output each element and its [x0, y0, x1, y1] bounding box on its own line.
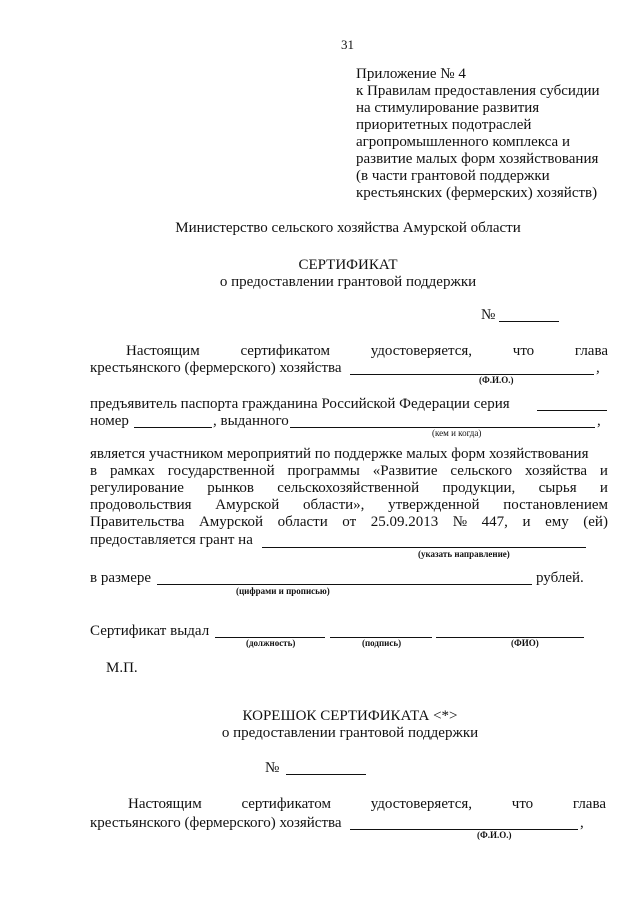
word: государственной — [167, 463, 275, 479]
fio-caption: (Ф.И.О.) — [479, 375, 514, 385]
word: сырья — [538, 480, 577, 496]
word: Правительства — [90, 514, 185, 530]
appendix-line: приоритетных подотраслей — [356, 117, 532, 133]
word: сертификатом — [240, 343, 330, 359]
stub-number-field[interactable] — [286, 774, 366, 775]
word: программы — [287, 463, 360, 479]
amount-label: в размере — [90, 570, 152, 586]
word: рамках — [109, 463, 155, 479]
amount-field[interactable] — [157, 584, 532, 585]
government-line — [90, 514, 608, 531]
word: области — [277, 514, 328, 530]
stub-farm-head-label: крестьянского (фермерского) хозяйства — [90, 815, 342, 831]
direction-caption: (указать направление) — [418, 549, 510, 559]
word: Настоящим — [126, 343, 200, 359]
word: сельскохозяйственной — [277, 480, 420, 496]
stub-subtitle: о предоставлении грантовой поддержки — [221, 725, 479, 741]
word: что — [512, 343, 535, 359]
appendix-line: крестьянских (фермерских) хозяйств) — [356, 185, 598, 201]
word: сельского — [450, 463, 513, 479]
issuer-fio-field[interactable] — [436, 637, 584, 638]
word: глава — [572, 796, 606, 812]
appendix-block — [356, 66, 600, 202]
comma: , — [596, 360, 600, 376]
signature-caption: (подпись) — [362, 638, 402, 648]
passport-label: предъявитель паспорта гражданина Российской Федерации серия — [90, 396, 510, 412]
word: постановлением — [503, 497, 608, 513]
program-line — [90, 463, 608, 480]
stub-number-label: № — [265, 760, 280, 776]
fio-caption: (ФИО) — [511, 638, 539, 648]
word: от — [342, 514, 357, 530]
appendix-line: развитие малых форм хозяйствования — [356, 151, 599, 167]
word: рынков — [207, 480, 254, 496]
participant-line: является участником мероприятий по поддержке малых форм хозяйствования — [90, 446, 589, 462]
appendix-line: Приложение № 4 — [356, 66, 466, 82]
appendix-line: к Правилам предоставления субсидии — [356, 83, 600, 99]
word: и — [599, 480, 608, 496]
word: Настоящим — [128, 796, 202, 812]
issued-by-caption: (кем и когда) — [432, 428, 482, 438]
word: (ей) — [583, 514, 608, 530]
word: хозяйства — [525, 463, 588, 479]
ministry-heading: Министерство сельского хозяйства Амурской области — [175, 220, 521, 236]
certificate-title: СЕРТИФИКАТ — [298, 257, 398, 273]
amount-caption: (цифрами и прописью) — [236, 586, 330, 596]
word: 25.09.2013 — [370, 514, 439, 530]
grant-direction-field[interactable] — [262, 547, 586, 548]
comma: , — [580, 815, 584, 831]
word: 447, — [481, 514, 508, 530]
word: сертификатом — [241, 796, 331, 812]
appendix-line: на стимулирование развития — [356, 100, 540, 116]
word: и — [522, 514, 531, 530]
rubles-label: рублей. — [536, 570, 584, 586]
word: продовольствия — [90, 497, 192, 513]
certificate-number-label: № — [481, 307, 496, 323]
regulation-line — [90, 480, 608, 497]
stub-farm-head-fio-field[interactable] — [350, 829, 578, 830]
word: регулирование — [90, 480, 184, 496]
stub-title: КОРЕШОК СЕРТИФИКАТА <*> — [242, 708, 458, 724]
word: № — [452, 514, 468, 530]
word: утвержденной — [388, 497, 480, 513]
stub-certify-line — [128, 796, 606, 813]
passport-series-field[interactable] — [537, 410, 607, 411]
word: глава — [574, 343, 608, 359]
word: Амурской — [198, 514, 264, 530]
word: и — [599, 463, 608, 479]
certificate-number-field[interactable] — [499, 321, 559, 322]
certificate-subtitle: о предоставлении грантовой поддержки — [219, 274, 477, 290]
word: удостоверяется, — [370, 343, 473, 359]
word: что — [511, 796, 534, 812]
appendix-line: агропромышленного комплекса и — [356, 134, 570, 150]
grant-provided-label: предоставляется грант на — [90, 532, 253, 548]
food-line — [90, 497, 608, 514]
comma: , — [597, 413, 601, 429]
passport-number-field[interactable] — [134, 427, 212, 428]
passport-number-label: номер — [90, 413, 129, 429]
page-number: 31 — [341, 37, 354, 52]
stub-fio-caption: (Ф.И.О.) — [477, 830, 512, 840]
seal-label: М.П. — [106, 660, 138, 676]
certify-line — [126, 343, 608, 360]
issued-label: , выданного — [213, 413, 289, 429]
word: «Развитие — [372, 463, 438, 479]
word: продукции, — [442, 480, 516, 496]
word: ему — [545, 514, 569, 530]
word: удостоверяется, — [370, 796, 473, 812]
farm-head-label: крестьянского (фермерского) хозяйства — [90, 360, 342, 376]
word: Амурской — [215, 497, 280, 513]
issued-by-label: Сертификат выдал — [90, 623, 210, 639]
word: области», — [303, 497, 365, 513]
position-caption: (должность) — [246, 638, 296, 648]
appendix-line: (в части грантовой поддержки — [356, 168, 550, 184]
farm-head-fio-field[interactable] — [350, 374, 594, 375]
word: в — [90, 463, 98, 479]
